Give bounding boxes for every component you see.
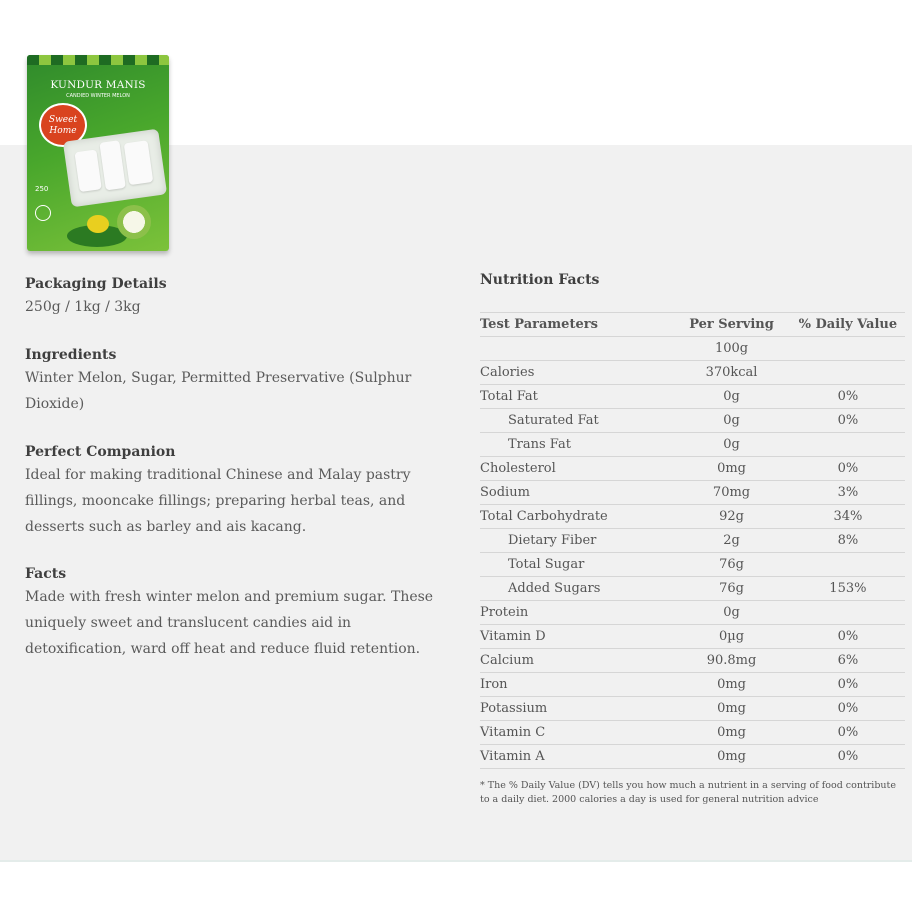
row-dv: 0% <box>791 697 905 721</box>
row-serving: 0g <box>672 433 791 457</box>
row-name: Vitamin D <box>480 625 672 649</box>
daily-value-footnote: * The % Daily Value (DV) tells you how much a nutrient in a serving of food contribute to a daily diet. 2000 calories a day is used for general nutrition advice <box>480 780 896 805</box>
winter-melon-icon <box>117 205 151 239</box>
row-serving: 76g <box>672 577 791 601</box>
row-dv: 0% <box>791 673 905 697</box>
table-row <box>480 649 905 673</box>
table-row <box>480 625 905 649</box>
row-dv: 3% <box>791 481 905 505</box>
row-serving: 370kcal <box>672 361 791 385</box>
row-name: Total Fat <box>480 385 672 409</box>
row-dv: 34% <box>791 505 905 529</box>
row-name: Cholesterol <box>480 457 672 481</box>
table-row <box>480 433 905 457</box>
row-name: Vitamin A <box>480 745 672 769</box>
row-dv: 0% <box>791 745 905 769</box>
row-dv <box>791 433 905 457</box>
table-row <box>480 505 905 529</box>
package-weight: 250 <box>35 185 49 193</box>
row-name: Saturated Fat <box>480 409 672 433</box>
companion-heading: Perfect Companion <box>25 444 176 460</box>
facts-section <box>25 566 455 662</box>
row-name: Sodium <box>480 481 672 505</box>
row-name: Trans Fat <box>480 433 672 457</box>
package-window <box>63 129 167 208</box>
brand-logo: Sweet Home <box>39 103 87 147</box>
row-name: Added Sugars <box>480 577 672 601</box>
header-per-serving: Per Serving <box>672 313 791 337</box>
ingredients-section <box>25 347 455 417</box>
row-serving: 92g <box>672 505 791 529</box>
row-name: Total Carbohydrate <box>480 505 672 529</box>
packaging-text: 250g / 1kg / 3kg <box>25 299 141 315</box>
package-subtitle: CANDIED WINTER MELON <box>66 93 130 99</box>
row-dv <box>791 337 905 361</box>
table-row <box>480 601 905 625</box>
halal-icon <box>35 205 51 221</box>
table-row <box>480 337 905 361</box>
row-serving: 2g <box>672 529 791 553</box>
row-serving: 90.8mg <box>672 649 791 673</box>
row-dv: 0% <box>791 385 905 409</box>
row-dv: 6% <box>791 649 905 673</box>
packaging-details <box>25 276 455 320</box>
facts-heading: Facts <box>25 566 67 582</box>
row-serving: 0mg <box>672 697 791 721</box>
facts-text: Made with fresh winter melon and premium sugar. These uniquely sweet and translucent candies aid in detoxification, ward off heat and reduce fluid retention. <box>25 589 434 657</box>
row-serving: 0mg <box>672 745 791 769</box>
nutrition-table <box>480 312 905 769</box>
row-name: Dietary Fiber <box>480 529 672 553</box>
row-serving: 0mg <box>672 673 791 697</box>
row-name <box>480 337 672 361</box>
row-name: Calcium <box>480 649 672 673</box>
row-dv: 0% <box>791 457 905 481</box>
ingredients-heading: Ingredients <box>25 347 117 363</box>
companion-text: Ideal for making traditional Chinese and Malay pastry fillings, mooncake fillings; preparing herbal teas, and desserts such as barley and ais kacang. <box>25 467 411 535</box>
package-title: KUNDUR MANIS <box>50 79 146 91</box>
product-package <box>27 55 169 251</box>
header-parameters: Test Parameters <box>480 313 672 337</box>
nutrition-title: Nutrition Facts <box>480 272 600 288</box>
row-dv: 0% <box>791 409 905 433</box>
row-serving: 100g <box>672 337 791 361</box>
row-name: Calories <box>480 361 672 385</box>
row-dv <box>791 361 905 385</box>
table-row <box>480 529 905 553</box>
flower-icon <box>87 215 109 233</box>
ingredients-text: Winter Melon, Sugar, Permitted Preservative (Sulphur Dioxide) <box>25 370 412 412</box>
product-image <box>24 55 174 255</box>
table-row <box>480 553 905 577</box>
row-serving: 76g <box>672 553 791 577</box>
row-dv <box>791 553 905 577</box>
row-name: Potassium <box>480 697 672 721</box>
header-daily-value: % Daily Value <box>791 313 905 337</box>
row-serving: 0g <box>672 385 791 409</box>
packaging-heading: Packaging Details <box>25 276 167 292</box>
row-name: Vitamin C <box>480 721 672 745</box>
table-row <box>480 745 905 769</box>
package-stripe <box>27 55 169 65</box>
table-row <box>480 697 905 721</box>
row-serving: 0g <box>672 601 791 625</box>
row-name: Total Sugar <box>480 553 672 577</box>
row-name: Iron <box>480 673 672 697</box>
row-serving: 0g <box>672 409 791 433</box>
table-row <box>480 385 905 409</box>
table-header-row <box>480 313 905 337</box>
row-serving: 0mg <box>672 721 791 745</box>
table-row <box>480 673 905 697</box>
table-row <box>480 409 905 433</box>
companion-section <box>25 444 455 540</box>
row-dv <box>791 601 905 625</box>
row-dv: 8% <box>791 529 905 553</box>
table-row <box>480 457 905 481</box>
table-row <box>480 721 905 745</box>
table-row <box>480 577 905 601</box>
row-serving: 70mg <box>672 481 791 505</box>
footer-divider <box>0 860 912 862</box>
row-dv: 0% <box>791 625 905 649</box>
row-dv: 0% <box>791 721 905 745</box>
row-dv: 153% <box>791 577 905 601</box>
row-serving: 0mg <box>672 457 791 481</box>
row-serving: 0µg <box>672 625 791 649</box>
table-row <box>480 361 905 385</box>
row-name: Protein <box>480 601 672 625</box>
table-row <box>480 481 905 505</box>
